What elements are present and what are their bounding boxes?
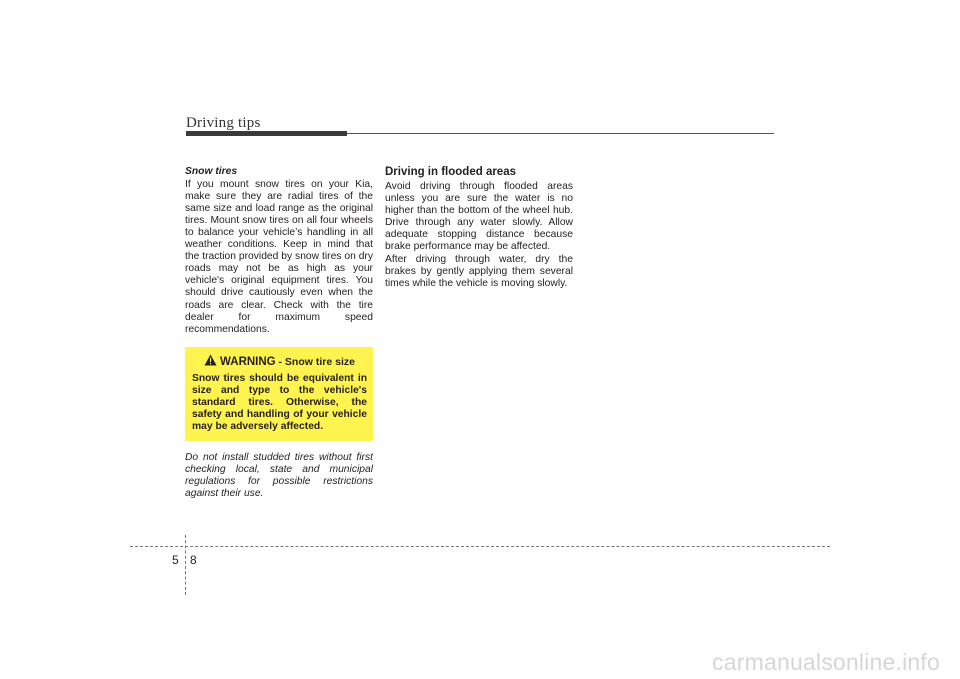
flooded-areas-paragraph-2: After driving through water, dry the brakes by gently applying them several times while the vehicle is moving slowly. [385, 254, 573, 290]
flooded-areas-title: Driving in flooded areas [385, 166, 516, 178]
snow-tires-subtitle: Snow tires [185, 166, 238, 177]
warning-heading [192, 354, 367, 370]
snow-tires-paragraph: If you mount snow tires on your Kia, make sure they are radial tires of the same size and load range as the original tires. Mount snow tires on all four wheels to balance your vehicle’s handling in all weather conditions. Keep in mind that the traction provided by snow tires on dry roads may not be as high as your vehicle's original equipment tires. You should drive cautiously even when the roads are clear. Check with the tire dealer for maximum speed recommendations. [185, 179, 373, 335]
page-header-title: Driving tips [186, 115, 261, 131]
warning-body: Snow tires should be equivalent in size and type to the vehicle's standard tires. Otherwise, the safety and handling of your vehicle may be adversely affected. [192, 372, 367, 432]
flooded-areas-paragraph-1: Avoid driving through flooded areas unless you are sure the water is no higher than the bottom of the wheel hub. Drive through any water slowly. Allow adequate stopping distance because brake performance may be affected. [385, 181, 573, 253]
watermark: carmanualsonline.info [712, 649, 940, 675]
page-chapter-number: 5 [172, 553, 179, 567]
left-column [185, 166, 373, 501]
studded-tires-note: Do not install studded tires without first checking local, state and municipal regulations for possible restrictions against their use. [185, 451, 373, 500]
footer-vertical-divider [185, 535, 186, 595]
warning-label: WARNING [220, 355, 276, 368]
right-column [385, 166, 573, 291]
footer-dashed-rule [130, 546, 830, 547]
warning-box [185, 347, 373, 441]
warning-subject: - Snow tire size [278, 355, 355, 368]
header-accent-bar [186, 131, 347, 136]
warning-triangle-icon [204, 354, 217, 370]
page-number: 8 [190, 553, 197, 567]
